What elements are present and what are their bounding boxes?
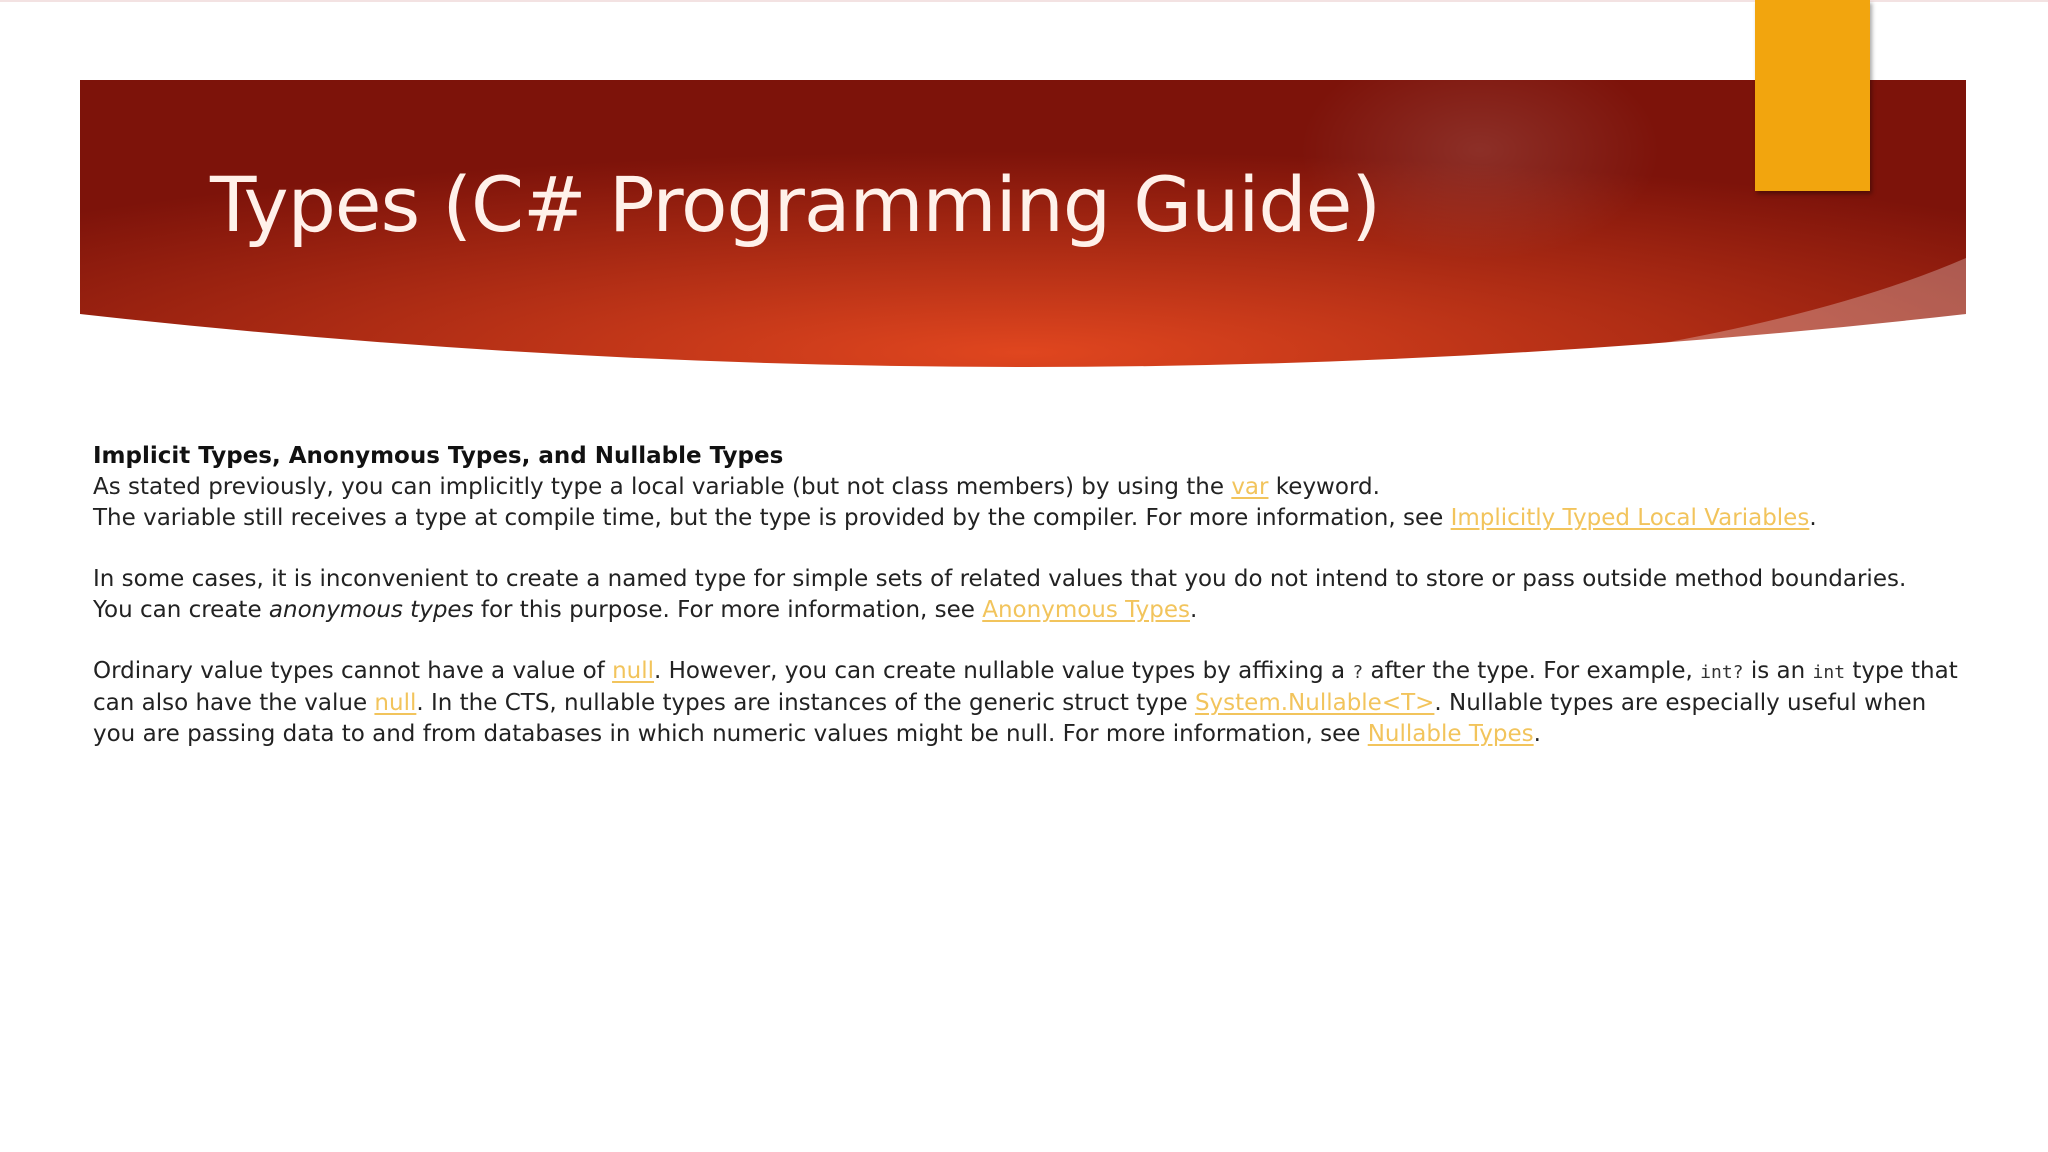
question-mark-code: ? [1352,662,1364,683]
nullable-types-link[interactable]: Nullable Types [1367,721,1534,747]
nullable-types-paragraph: Ordinary value types cannot have a value of null. However, you can create nullable value types by affixing a ? after the type. For example, int? is an int type that can also have the value null. In the CTS, nullable types are instances of the generic struct type System.Nullable<T>. Nullable types are especially useful when you are passing data to and from databases in which numeric values might be null. For more information, see Nullable Types. [93,658,1958,747]
slide-content [93,441,1973,750]
int-code: int [1812,662,1846,683]
anonymous-types-line-2: You can create anonymous types for this purpose. For more information, see Anonymous Types. [93,597,1198,623]
implicit-types-line-1: As stated previously, you can implicitly type a local variable (but not class members) by using the var keyword. [93,474,1380,500]
null-link-2[interactable]: null [374,690,417,716]
paragraph-gap [93,626,1973,656]
null-link[interactable]: null [612,658,654,684]
anonymous-types-emphasis: anonymous types [268,597,474,623]
implicit-types-line-2: The variable still receives a type at compile time, but the type is provided by the compiler. For more information, see Implicitly Typed Local Variables. [93,505,1817,531]
int-nullable-code: int? [1700,662,1744,683]
system-nullable-link[interactable]: System.Nullable<T> [1194,690,1435,716]
slide-title: Types (C# Programming Guide) [210,160,1381,249]
anonymous-types-link[interactable]: Anonymous Types [982,597,1190,623]
anonymous-types-line-1: In some cases, it is inconvenient to create a named type for simple sets of related values that you do not intend to store or pass outside method boundaries. [93,566,1907,592]
section-heading: Implicit Types, Anonymous Types, and Nullable Types [93,443,784,469]
paragraph-gap [93,534,1973,564]
accent-tab [1755,0,1870,191]
var-link[interactable]: var [1231,474,1269,500]
implicitly-typed-local-variables-link[interactable]: Implicitly Typed Local Variables [1450,505,1810,531]
